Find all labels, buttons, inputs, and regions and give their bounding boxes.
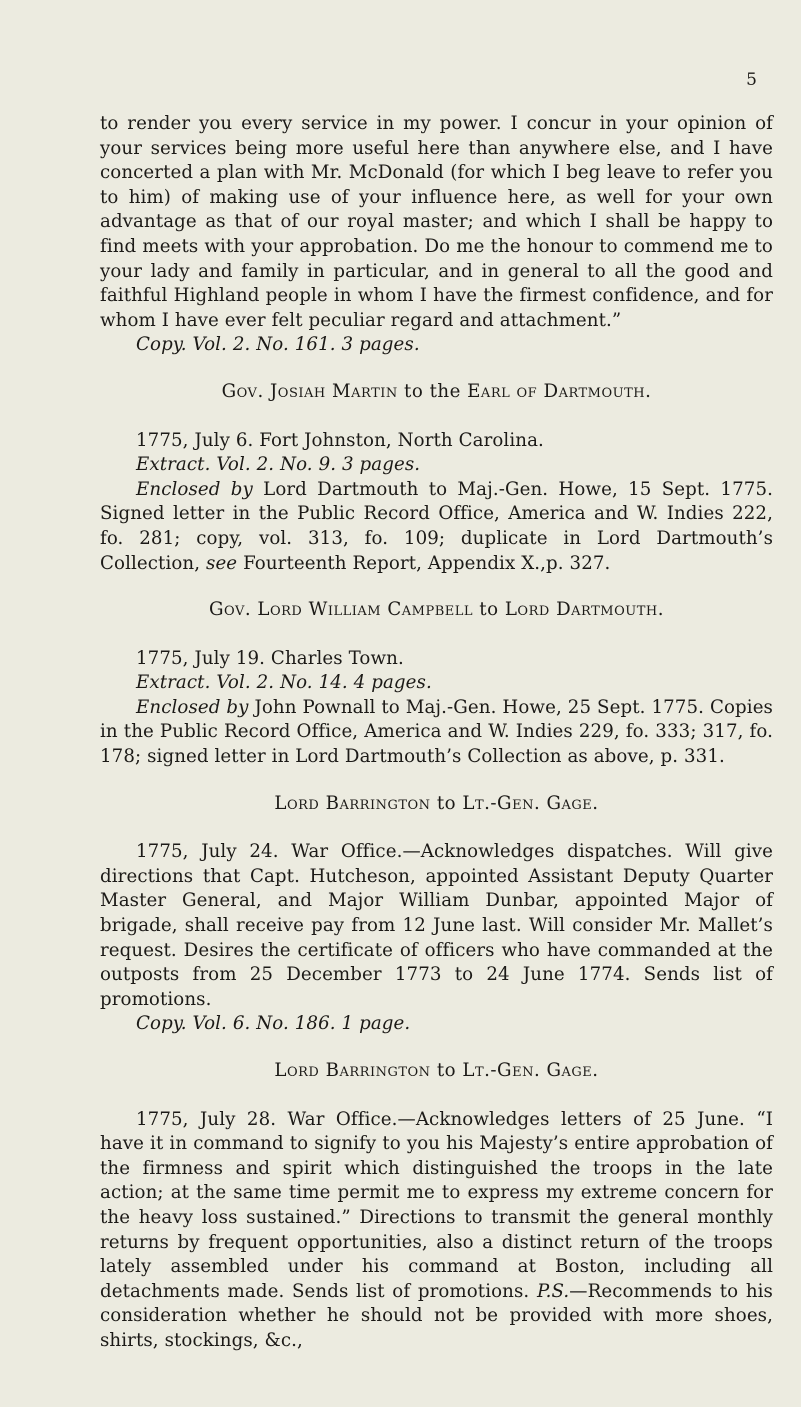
heading-prefix: Gov. — [208, 599, 258, 621]
body-main: 1775, July 28. War Office.—Acknowledges letters of 25 June. “I have it in command to signify to you his Majesty’s entire approbation of the firmness and spirit which distinguished the troops in the late action; at the same time permit me to express my extreme concern for the heavy loss sustained.” Directions to transmit the general monthly returns by frequent opportunities, also a distinct return of the troops lately assembled under his command at Boston, including all detachments made. Sends list of promotions. — [100, 1108, 773, 1302]
entry-citation-text: Copy. Vol. 6. No. 186. 1 page. — [136, 1013, 411, 1035]
heading-to: to the — [397, 380, 468, 402]
entry-citation-text: Extract. Vol. 2. No. 14. 4 pages. — [136, 672, 432, 694]
entry-enclosed — [100, 696, 773, 770]
heading-recipient: Lt.-Gen. Gage. — [462, 1060, 599, 1081]
entry-citation — [136, 1012, 773, 1037]
enclosed-text: John Pownall to Maj.-Gen. Howe, 25 Sept. 1775. Copies in the Public Record Office, America and W. Indies 229, fo. 333; 317, fo. 178; signed letter in Lord Dartmouth’s Collection as above, p. 331. — [100, 696, 773, 768]
enclosed-label: Enclosed by — [136, 696, 249, 718]
entry-barrington-gage-july28 — [100, 1059, 773, 1354]
entry-citation-text: Extract. Vol. 2. No. 9. 3 pages. — [136, 454, 421, 476]
entry-heading — [100, 598, 773, 623]
opening-paragraph: to render you every service in my power. I concur in your opinion of your services being more useful here than anywhere else, and I have concerted a plan with Mr. McDonald (for which I beg leave to refer you to him) of making use of your influence here, as well for your own advantage as that of our royal master; and which I shall be happy to find meets with your approbation. Do me the honour to commend me to your lady and family in particular, and in general to all the good and faithful Highland people in whom I have the firmest confidence, and for whom I have ever felt peculiar regard and attachment.” — [100, 113, 773, 331]
entry-heading — [100, 380, 773, 405]
heading-to: to — [430, 792, 463, 814]
heading-name: Josiah Martin — [270, 380, 398, 402]
heading-name: Lord William Campbell — [257, 599, 474, 621]
heading-to: to — [473, 599, 505, 621]
entry-body: 1775, July 24. War Office.—Acknowledges dispatches. Will give directions that Capt. Hutcheson, appointed Assistant Deputy Quarter Master General, and Major William Dunbar, appointed Major of brigade, shall receive pay from 12 June last. Will consider Mr. Mallet’s request. Desires the certificate of officers who have commanded at the outposts from 25 December 1773 to 24 June 1774. Sends list of promotions. — [100, 841, 773, 1010]
entry-enclosed — [100, 478, 773, 576]
body-tail: —Recommends to his consideration whether he should not be provided with more shoes, shirts, stockings, &c., — [100, 1280, 773, 1351]
entry-barrington-gage-july24 — [100, 792, 773, 1037]
opening-citation — [136, 333, 773, 358]
heading-recipient: Lt.-Gen. Gage. — [462, 792, 599, 814]
entry-heading — [100, 1059, 773, 1084]
heading-name: Lord Barrington — [274, 1060, 431, 1081]
opening-citation-text: Copy. Vol. 2. No. 161. 3 pages. — [136, 334, 420, 356]
heading-recipient: Earl of Dartmouth. — [467, 380, 652, 402]
heading-prefix: Gov. — [221, 380, 271, 402]
heading-name: Lord Barrington — [274, 792, 431, 814]
heading-recipient: Lord Dartmouth. — [504, 599, 664, 621]
page-number: 5 — [746, 70, 757, 90]
entry-date-line: 1775, July 19. Charles Town. — [136, 647, 404, 669]
entry-body — [100, 1108, 773, 1354]
heading-to: to — [430, 1060, 463, 1081]
entry-campbell-dartmouth — [100, 598, 773, 770]
enclosed-see: see — [206, 552, 238, 574]
enclosed-label: Enclosed by — [136, 478, 253, 500]
page-text — [100, 0, 773, 1354]
entry-date-line: 1775, July 6. Fort Johnston, North Carolina. — [136, 429, 544, 451]
entry-citation — [136, 453, 773, 478]
body-ps: P.S. — [536, 1280, 570, 1302]
enclosed-text: Lord Dartmouth to Maj.-Gen. Howe, 15 Sept. 1775. Signed letter in the Public Record Office, America and W. Indies 222, fo. 281; copy, vol. 313, fo. 109; duplicate in Lord Dartmouth’s Collection, — [100, 478, 773, 574]
entry-heading — [100, 792, 773, 817]
entry-citation — [136, 671, 773, 696]
entry-martin-dartmouth — [100, 380, 773, 576]
enclosed-tail: Fourteenth Report, Appendix X.,p. 327. — [237, 552, 611, 574]
